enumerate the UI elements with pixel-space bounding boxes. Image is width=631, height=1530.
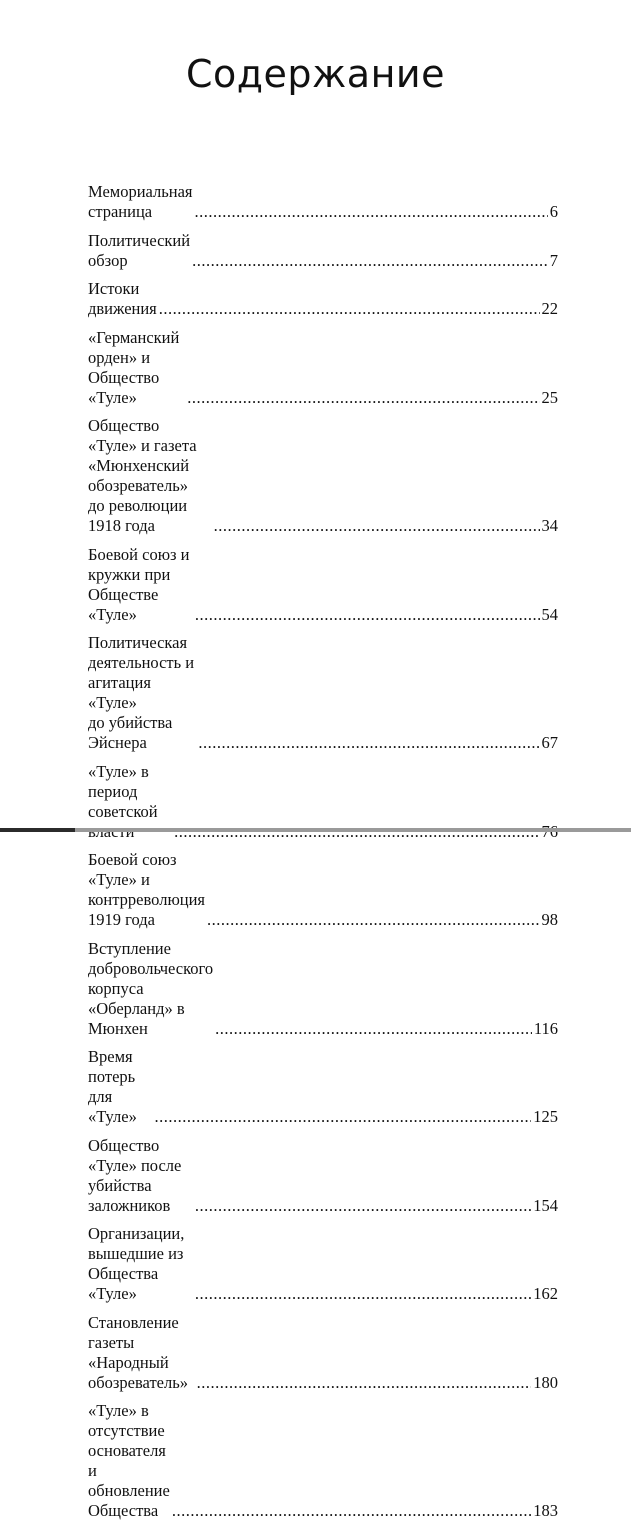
- toc-page-number: 6: [549, 202, 558, 221]
- toc-entry-title: «Туле» в отсутствие основателя и обновление Общества: [88, 1401, 170, 1520]
- toc-entry-title: Становление газеты «Народный обозреватель»: [88, 1312, 188, 1392]
- toc-entry: [88, 939, 558, 1039]
- toc-leader-dots: [192, 251, 548, 271]
- toc-entry: [88, 182, 558, 222]
- toc-entry: [88, 545, 558, 625]
- toc-page-number: 34: [541, 516, 558, 535]
- toc-entry-title: «Германский орден» и Общество «Туле»: [88, 327, 180, 407]
- toc-entry-title: Общество «Туле» после убийства заложников: [88, 1135, 182, 1215]
- toc-entry: [88, 1136, 558, 1216]
- toc-page-number: 116: [533, 1018, 558, 1038]
- toc-leader-dots: [172, 1501, 531, 1521]
- toc-entry-title: Организации, вышедшие из Общества «Туле»: [88, 1224, 185, 1303]
- toc-entry-title: Вступление добровольческого корпуса «Оберланд» в Мюнхен: [88, 938, 214, 1038]
- toc-entry-title: Политическая деятельность и агитация «Туле» до убийства Эйснера: [88, 633, 195, 752]
- toc-page-number: 22: [541, 299, 558, 318]
- toc-leader-dots: [197, 1373, 532, 1393]
- toc-page-number: 154: [533, 1195, 558, 1215]
- toc-entry-title: Мемориальная страница: [88, 182, 193, 221]
- toc-leader-dots: [159, 299, 540, 319]
- toc-page-number: 98: [541, 910, 558, 929]
- toc-leader-dots: [195, 1196, 531, 1216]
- toc-page-number: 125: [533, 1107, 558, 1126]
- toc-entry: [88, 633, 558, 753]
- table-of-contents: [88, 182, 558, 1530]
- toc-entry-title: Политический обзор: [88, 230, 191, 270]
- page-title: Содержание: [186, 52, 445, 96]
- toc-entry-title: Боевой союз «Туле» и контрреволюция 1919 года: [88, 850, 206, 929]
- page-bottom-border-shade: [0, 828, 75, 832]
- toc-entry: [88, 416, 558, 536]
- page-bottom-border: [0, 828, 631, 832]
- toc-leader-dots: [214, 516, 540, 536]
- toc-page-number: 67: [541, 733, 558, 752]
- toc-entry: [88, 1401, 558, 1521]
- toc-entry-title: «Туле» в период советской: [88, 761, 158, 821]
- toc-page-number: 183: [533, 1501, 558, 1520]
- toc-page-number: 25: [541, 387, 558, 407]
- toc-page-number: 7: [549, 250, 558, 270]
- toc-entry: [88, 1224, 558, 1304]
- toc-entry: [88, 279, 558, 319]
- toc-entry: [88, 850, 558, 930]
- toc-entry-title: Общество «Туле» и газета «Мюнхенский обозреватель» до революции 1918 года: [88, 416, 197, 535]
- toc-leader-dots: [195, 605, 540, 625]
- toc-entry-title: Время потерь для «Туле»: [88, 1047, 137, 1126]
- toc-entry: [88, 1047, 558, 1127]
- toc-page-number: 54: [541, 604, 558, 624]
- toc-leader-dots: [207, 910, 539, 930]
- toc-leader-dots: [215, 1019, 532, 1039]
- toc-page-number: 180: [533, 1372, 558, 1392]
- toc-entry-title: Истоки движения: [88, 279, 157, 318]
- toc-leader-dots: [195, 1284, 531, 1304]
- toc-page-number: 162: [533, 1284, 558, 1303]
- toc-leader-dots: [187, 388, 539, 408]
- toc-leader-dots: [195, 202, 548, 222]
- toc-entry-title: Боевой союз и кружки при Обществе «Туле»: [88, 544, 190, 624]
- toc-entry: [88, 231, 558, 271]
- toc-entry: [88, 328, 558, 408]
- toc-leader-dots: [154, 1107, 531, 1127]
- toc-leader-dots: [198, 733, 539, 753]
- toc-entry: [88, 1313, 558, 1393]
